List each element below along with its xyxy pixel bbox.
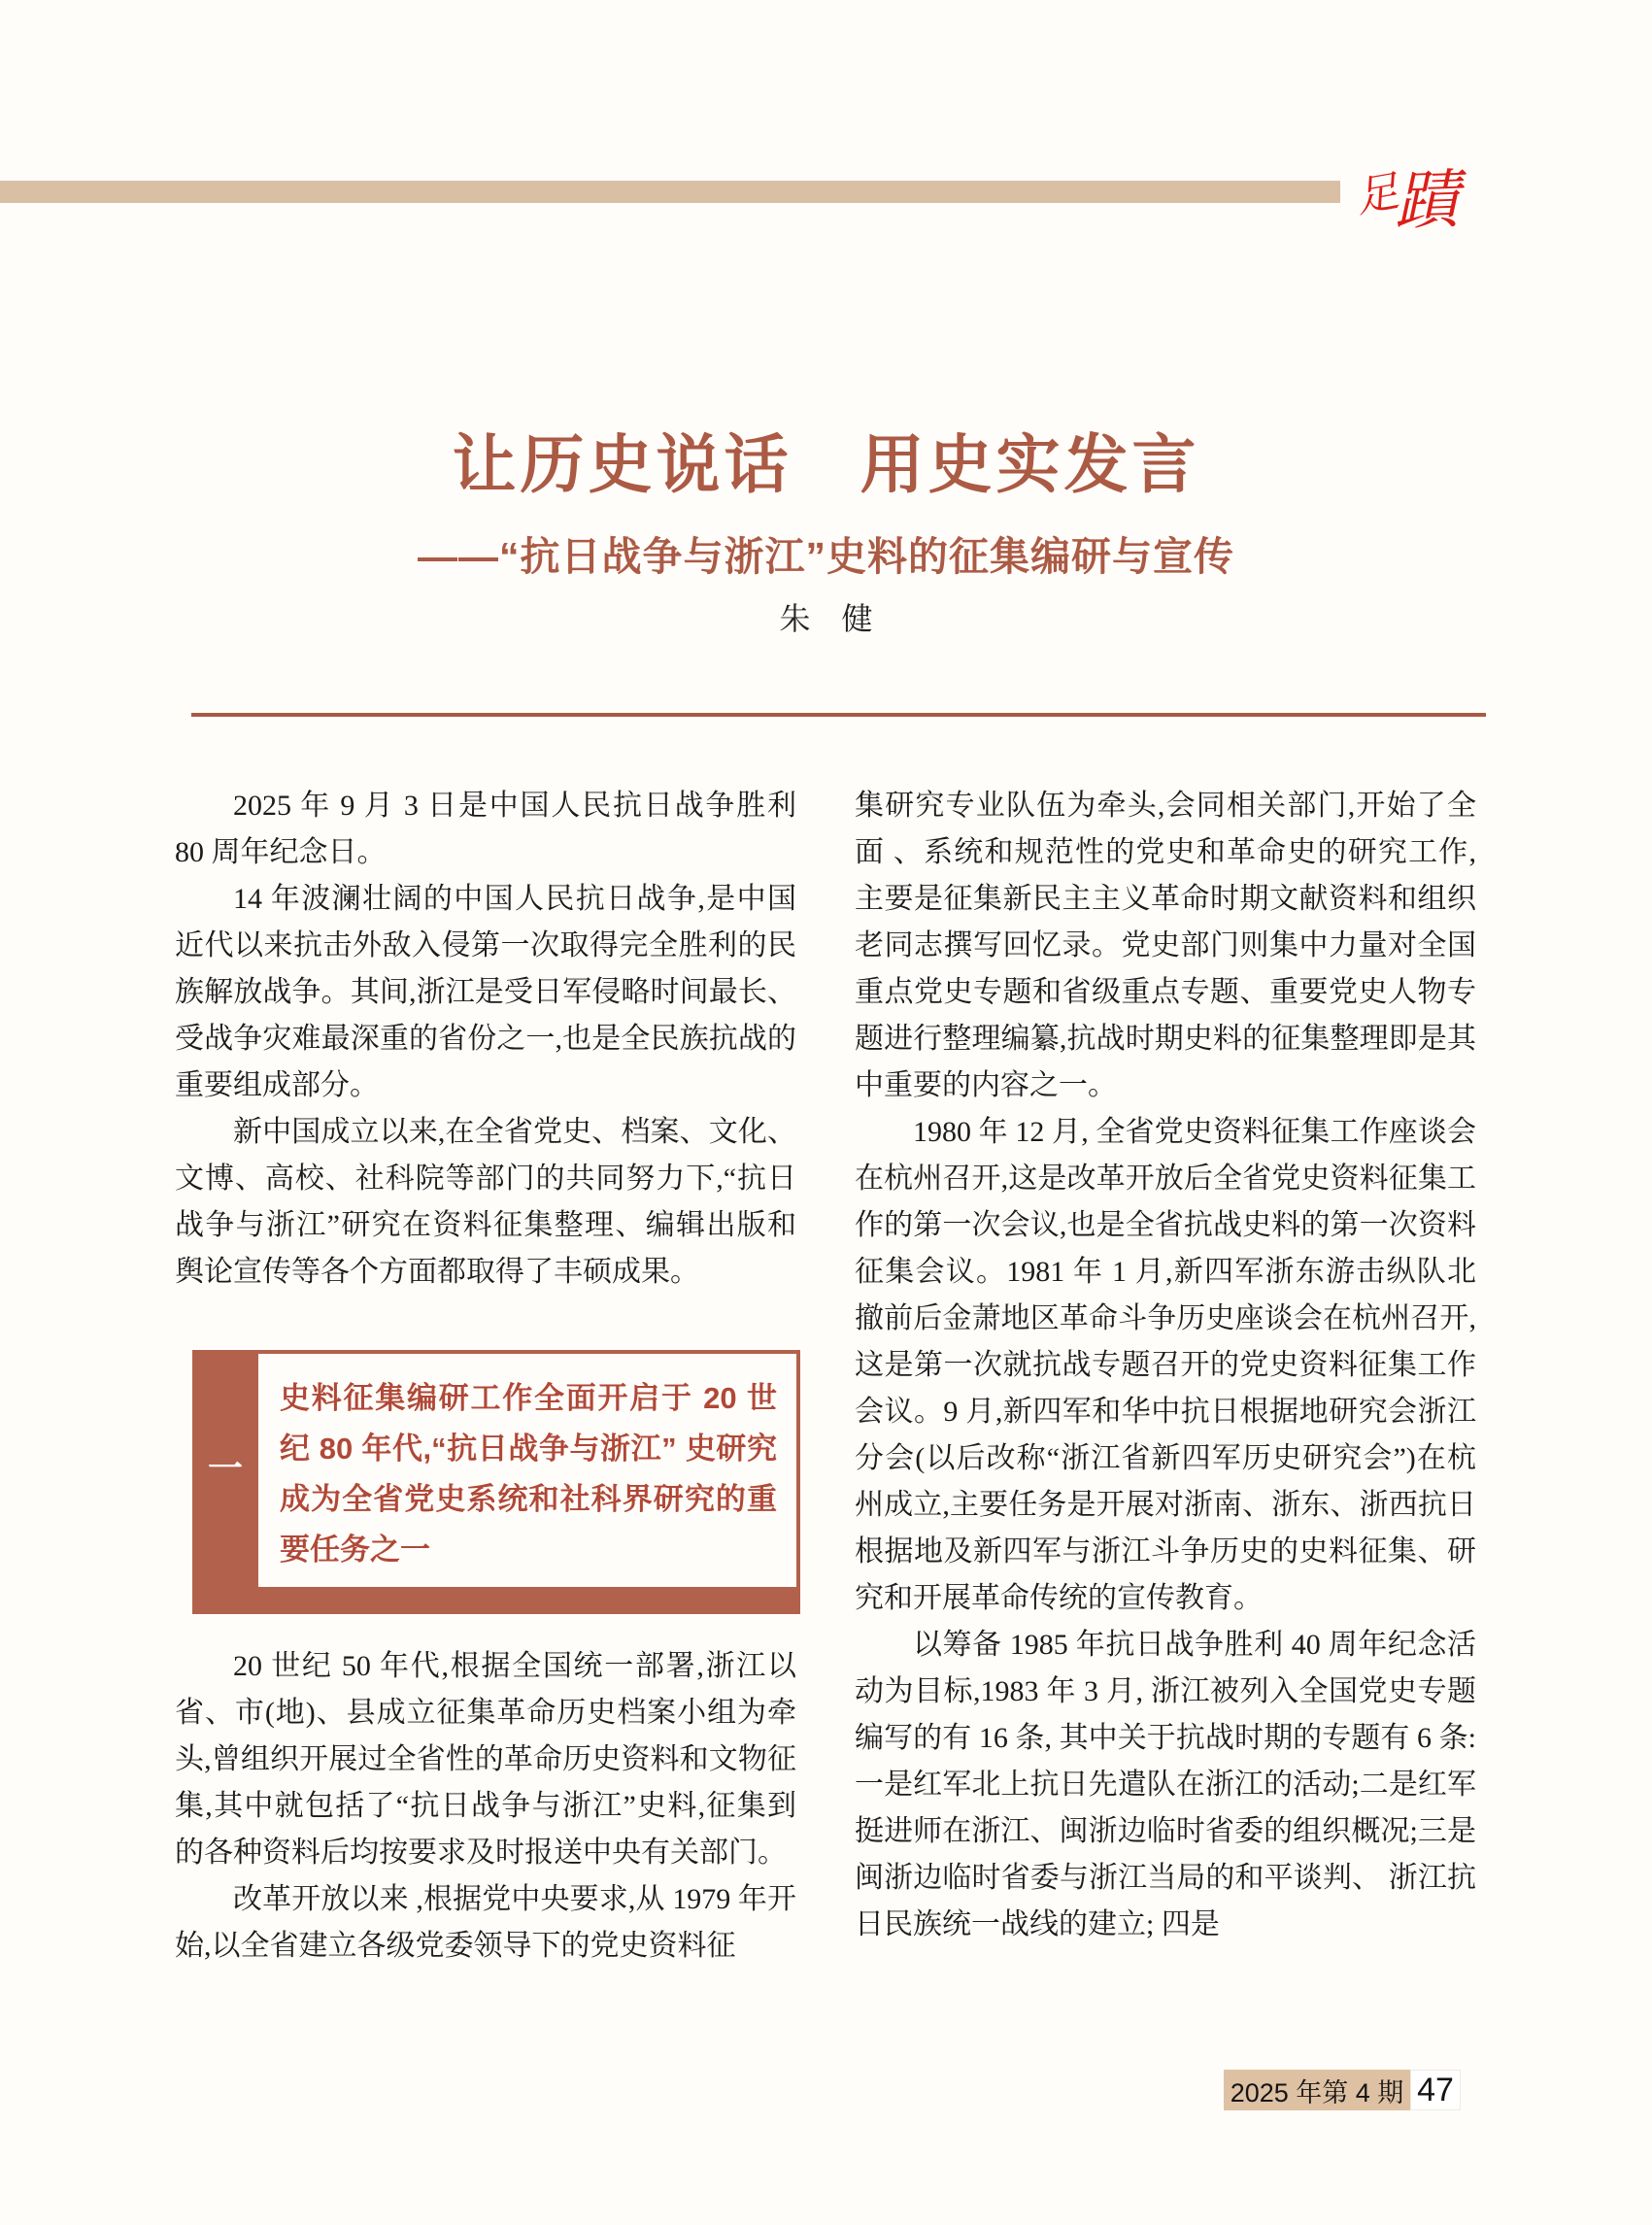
paragraph: 1980 年 12 月, 全省党史资料征集工作座谈会在杭州召开,这是改革开放后全省党史资料征集工作的第一次会议,也是全省抗战史料的第一次资料征集会议。1981 年 1 月,新四军浙东游击纵队北撤前后金萧地区革命斗争历史座谈会在杭州召开,这是第一次就抗战专题召开的党史资料征集工作会议。9 月,新四军和华中抗日根据地研究会浙江分会(以后改称“浙江省新四军历史研究会”)在杭州成立,主要任务是开展对浙南、浙东、浙西抗日根据地及新四军与浙江斗争历史的史料征集、研究和开展革命传统的宣传教育。: [855, 1116, 1476, 1614]
calligraphy-char-zu: 足: [1351, 166, 1403, 223]
page-number: 47: [1410, 2070, 1461, 2110]
calligraphy-char-ji: 蹟: [1393, 161, 1461, 240]
section-1-heading-box: [192, 1350, 800, 1614]
right-column: [855, 783, 1476, 1970]
paragraph: 改革开放以来 ,根据党中央要求,从 1979 年开始,以全省建立各级党委领导下的党史资料征: [175, 1883, 796, 1962]
article-subtitle: ——“抗日战争与浙江”史料的征集编研与宣传: [418, 534, 1234, 579]
header-rule-bar: [0, 181, 1340, 203]
paragraph: 以筹备 1985 年抗日战争胜利 40 周年纪念活动为目标,1983 年 3 月, 浙江被列入全国党史专题编写的有 16 条, 其中关于抗战时期的专题有 6 条: 一是红军北上抗日先遣队在浙江的活动;二是红军挺进师在浙江、闽浙边临时省委的组织概况;三是闽浙边临时省委与浙江当局的和平谈判、 浙江抗日民族统一战线的建立; 四是: [855, 1629, 1476, 1940]
paragraph-continuation: 集研究专业队伍为牵头,会同相关部门,开始了全面 、系统和规范性的党史和革命史的研究工作,主要是征集新民主主义革命时期文献资料和组织老同志撰写回忆录。党史部门则集中力量对全国重点党史专题和省级重点专题、重要党史人物专题进行整理编纂,抗战时期史料的征集整理即是其中重要的内容之一。: [855, 790, 1476, 1101]
body-columns: [175, 783, 1477, 1970]
paragraph: 20 世纪 50 年代,根据全国统一部署,浙江以省、市(地)、县成立征集革命历史档案小组为牵头,曾组织开展过全省性的革命历史资料和文物征集,其中就包括了“抗日战争与浙江”史料,征集到的各种资料后均按要求及时报送中央有关部门。: [175, 1650, 796, 1869]
paragraph: 14 年波澜壮阔的中国人民抗日战争,是中国近代以来抗击外敌入侵第一次取得完全胜利的民族解放战争。其间,浙江是受日军侵略时间最长、受战争灾难最深重的省份之一,也是全民族抗战的重要组成部分。: [175, 883, 796, 1101]
title-divider-rule: [191, 713, 1486, 717]
section-1-heading-panel: [258, 1354, 796, 1587]
section-1-number: 一: [207, 1448, 243, 1488]
page-footer: [1224, 2070, 1461, 2110]
issue-label: 2025 年第 4 期: [1224, 2070, 1410, 2110]
left-column: [175, 783, 796, 1970]
masthead-calligraphy: [1351, 134, 1472, 240]
article-title: 让历史说话 用史实发言: [452, 428, 1200, 500]
section-1-heading-text: 史料征集编研工作全面开启于 20 世纪 80 年代,“抗日战争与浙江” 史研究成为全省党史系统和社科界研究的重要任务之一: [280, 1381, 777, 1567]
paragraph: 新中国成立以来,在全省党史、档案、文化、文博、高校、社科院等部门的共同努力下,“抗日战争与浙江”研究在资料征集整理、编辑出版和舆论宣传等各个方面都取得了丰硕成果。: [175, 1116, 796, 1288]
paragraph: 2025 年 9 月 3 日是中国人民抗日战争胜利 80 周年纪念日。: [175, 790, 796, 868]
article-author: 朱 健: [779, 601, 873, 636]
